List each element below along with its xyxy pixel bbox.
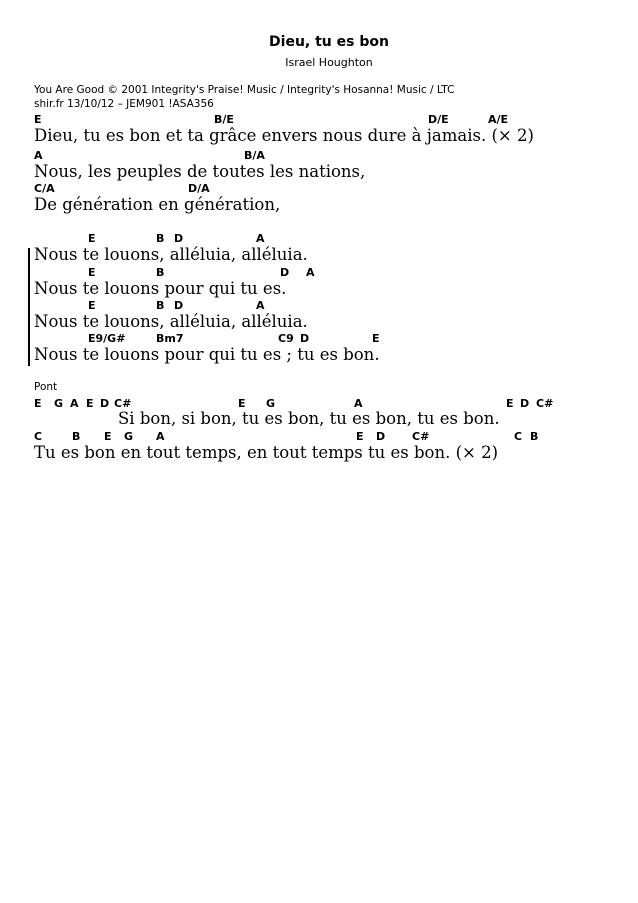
chord: E [238,397,246,410]
chord: A [256,299,265,312]
chord: A/E [488,113,509,126]
chord: E [506,397,514,410]
chord: Bm7 [156,332,184,345]
chord: B/A [244,149,265,162]
chord: E [34,397,42,410]
chord: C [34,430,43,443]
chord: A [256,232,265,245]
chord: D [280,266,290,279]
chord: D [174,299,184,312]
chorus-lyric-line: Nous te louons pour qui tu es. [34,279,287,298]
chord: C# [412,430,430,443]
chord: E [104,430,112,443]
chord: B [530,430,539,443]
chord: E [88,266,96,279]
reference-line: shir.fr 13/10/12 – JEM901 !ASA356 [34,98,214,110]
chord: D [300,332,310,345]
verse-lyric-line: Nous, les peuples de toutes les nations, [34,162,366,181]
chord: A [70,397,79,410]
chord: C# [114,397,132,410]
chord: A [156,430,165,443]
chord: D [376,430,386,443]
chord: E9/G# [88,332,126,345]
song-author: Israel Houghton [285,56,373,69]
chorus-lyric-line: Nous te louons, alléluia, alléluia. [34,245,308,264]
chord: C/A [34,182,55,195]
verse-lyric-line: De génération en génération, [34,195,281,214]
chord: B/E [214,113,234,126]
chord: D [174,232,184,245]
chord: C9 [278,332,294,345]
chord: C [514,430,523,443]
bridge-lyric-line: Tu es bon en tout temps, en tout temps tu es bon. (× 2) [34,443,499,462]
chord: D/A [188,182,210,195]
bridge-lyric-line: Si bon, si bon, tu es bon, tu es bon, tu es bon. [118,409,500,428]
chorus-lyric-line: Nous te louons pour qui tu es ; tu es bon. [34,345,380,364]
chord: E [88,299,96,312]
chord: D/E [428,113,449,126]
chord: D [100,397,110,410]
bridge-label: Pont [34,381,58,393]
chord: B [156,266,165,279]
chord: G [124,430,134,443]
verse-lyric-line: Dieu, tu es bon et ta grâce envers nous dure à jamais. (× 2) [34,126,534,145]
chord: E [34,113,42,126]
copyright-line: You Are Good © 2001 Integrity's Praise! Music / Integrity's Hosanna! Music / LTC [34,84,455,96]
chord: E [372,332,380,345]
chord: E [356,430,364,443]
chord: A [354,397,363,410]
chord: B [72,430,81,443]
chord: E [88,232,96,245]
chord: G [266,397,276,410]
chord: A [34,149,43,162]
chord: D [520,397,530,410]
chord: E [86,397,94,410]
chord: C# [536,397,554,410]
chord: B [156,232,165,245]
chord: B [156,299,165,312]
chord: A [306,266,315,279]
chorus-lyric-line: Nous te louons, alléluia, alléluia. [34,312,308,331]
chorus-marker-bar [28,248,30,366]
song-title: Dieu, tu es bon [269,34,389,50]
chord: G [54,397,64,410]
